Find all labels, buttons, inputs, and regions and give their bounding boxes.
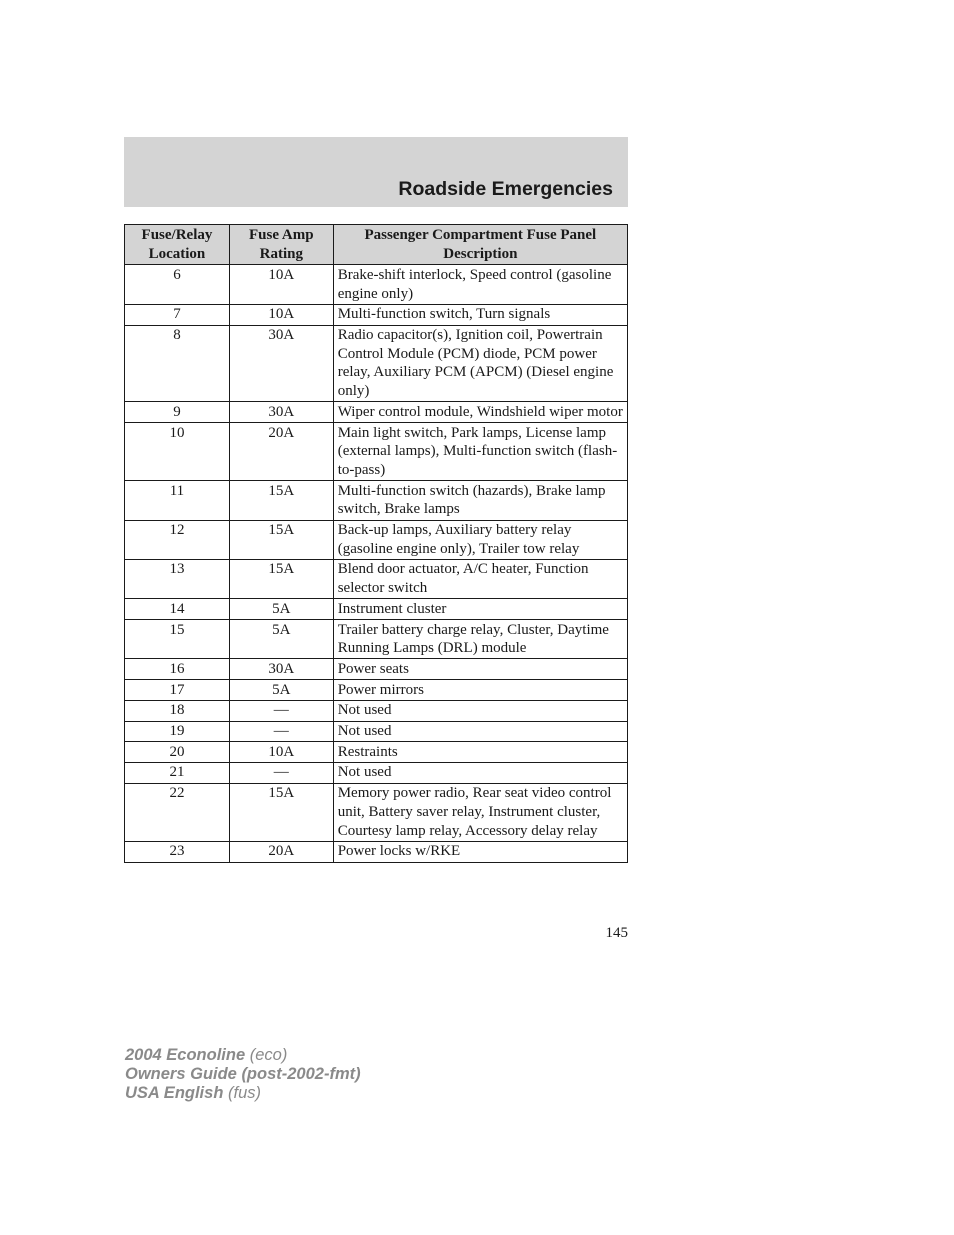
table-row [125,559,628,598]
table-row [125,841,628,862]
table-row [125,325,628,402]
footer-line-model [125,1046,361,1065]
fuse-description-cell: Power locks w/RKE [333,841,627,862]
fuse-amp-cell: 15A [229,481,333,520]
page-number: 145 [605,925,628,941]
fuse-amp-cell: 30A [229,402,333,423]
footer-language: USA English [125,1084,224,1102]
fuse-amp-cell: 20A [229,423,333,481]
fuse-table [124,224,628,863]
fuse-description-cell: Power seats [333,659,627,680]
fuse-location-cell: 15 [125,620,230,659]
table-row [125,700,628,721]
fuse-location-cell: 23 [125,841,230,862]
fuse-amp-cell: 20A [229,841,333,862]
footer-guide: Owners Guide (post-2002-fmt) [125,1065,361,1083]
fuse-location-cell: 7 [125,304,230,325]
fuse-amp-cell: — [229,762,333,783]
table-row [125,481,628,520]
footer-language-code: (fus) [228,1084,261,1102]
table-row [125,762,628,783]
table-body [125,265,628,862]
fuse-description-cell: Trailer battery charge relay, Cluster, Daytime Running Lamps (DRL) module [333,620,627,659]
fuse-amp-cell: — [229,721,333,742]
fuse-description-cell: Multi-function switch, Turn signals [333,304,627,325]
table-row [125,265,628,304]
fuse-description-cell: Memory power radio, Rear seat video control unit, Battery saver relay, Instrument cluster, Courtesy lamp relay, Accessory delay relay [333,783,627,841]
fuse-location-cell: 13 [125,559,230,598]
fuse-amp-cell: 5A [229,599,333,620]
table-row [125,520,628,559]
fuse-description-cell: Main light switch, Park lamps, License lamp (external lamps), Multi-function switch (flash-to-pass) [333,423,627,481]
fuse-location-cell: 8 [125,325,230,402]
fuse-description-cell: Restraints [333,742,627,763]
footer-model-code: (eco) [249,1046,288,1064]
fuse-description-cell: Instrument cluster [333,599,627,620]
footer-line-language [125,1084,361,1103]
table-row [125,783,628,841]
column-header-location: Fuse/Relay Location [125,225,230,265]
fuse-location-cell: 6 [125,265,230,304]
fuse-amp-cell: 10A [229,742,333,763]
fuse-location-cell: 22 [125,783,230,841]
fuse-amp-cell: 5A [229,680,333,701]
fuse-amp-cell: 30A [229,659,333,680]
fuse-location-cell: 9 [125,402,230,423]
table-row [125,423,628,481]
fuse-location-cell: 14 [125,599,230,620]
fuse-description-cell: Wiper control module, Windshield wiper motor [333,402,627,423]
column-header-description: Passenger Compartment Fuse Panel Description [333,225,627,265]
fuse-description-cell: Power mirrors [333,680,627,701]
column-header-amp: Fuse Amp Rating [229,225,333,265]
fuse-description-cell: Radio capacitor(s), Ignition coil, Powertrain Control Module (PCM) diode, PCM power relay, Auxiliary PCM (APCM) (Diesel engine only) [333,325,627,402]
fuse-amp-cell: 15A [229,520,333,559]
fuse-description-cell: Not used [333,762,627,783]
table-row [125,659,628,680]
fuse-location-cell: 17 [125,680,230,701]
fuse-description-cell: Multi-function switch (hazards), Brake lamp switch, Brake lamps [333,481,627,520]
fuse-description-cell: Back-up lamps, Auxiliary battery relay (gasoline engine only), Trailer tow relay [333,520,627,559]
fuse-location-cell: 16 [125,659,230,680]
footer-model: 2004 Econoline [125,1046,246,1064]
section-header-band [124,137,628,207]
table-header-row [125,225,628,265]
table-row [125,721,628,742]
fuse-amp-cell: 5A [229,620,333,659]
fuse-location-cell: 11 [125,481,230,520]
section-title: Roadside Emergencies [398,178,613,200]
table-row [125,304,628,325]
fuse-description-cell: Brake-shift interlock, Speed control (gasoline engine only) [333,265,627,304]
table-row [125,599,628,620]
fuse-location-cell: 12 [125,520,230,559]
table-row [125,742,628,763]
fuse-location-cell: 18 [125,700,230,721]
footer-line-guide [125,1065,361,1084]
fuse-description-cell: Not used [333,700,627,721]
table-row [125,402,628,423]
fuse-location-cell: 21 [125,762,230,783]
table-row [125,680,628,701]
fuse-amp-cell: 15A [229,559,333,598]
fuse-amp-cell: 30A [229,325,333,402]
fuse-description-cell: Not used [333,721,627,742]
table-row [125,620,628,659]
fuse-location-cell: 10 [125,423,230,481]
document-footer [125,1046,361,1103]
fuse-amp-cell: 15A [229,783,333,841]
fuse-amp-cell: 10A [229,304,333,325]
fuse-location-cell: 19 [125,721,230,742]
fuse-description-cell: Blend door actuator, A/C heater, Function selector switch [333,559,627,598]
fuse-amp-cell: 10A [229,265,333,304]
fuse-amp-cell: — [229,700,333,721]
fuse-location-cell: 20 [125,742,230,763]
